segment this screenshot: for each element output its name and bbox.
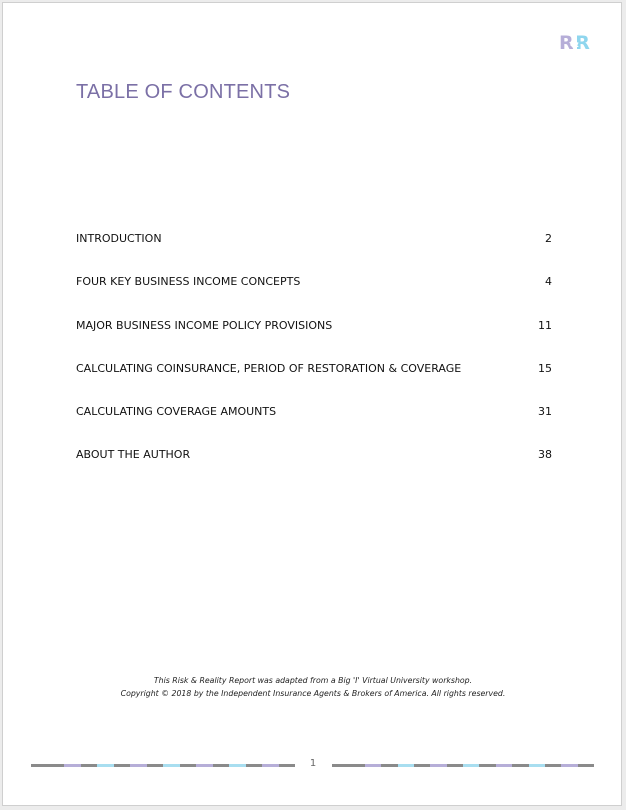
footer-bar-segment — [381, 764, 397, 767]
toc-entry-page: 11 — [538, 318, 552, 332]
footer-bar-segment — [279, 764, 296, 767]
footer-bar-segment — [463, 764, 479, 767]
toc-entry[interactable] — [76, 319, 552, 362]
toc-entry-label: ABOUT THE AUTHOR — [76, 448, 191, 462]
toc-entry-page: 4 — [545, 275, 552, 289]
footer-bar-segment — [262, 764, 279, 767]
toc-entry-page: 2 — [545, 232, 552, 245]
footer-bar-segment — [561, 764, 577, 767]
footer-bar-segment — [578, 764, 594, 767]
footer-bar-segment — [114, 764, 131, 767]
footer-bar-segment — [414, 764, 430, 767]
toc-entry-label: FOUR KEY BUSINESS INCOME CONCEPTS — [76, 275, 301, 289]
toc-entry-label: CALCULATING COVERAGE AMOUNTS — [76, 405, 277, 419]
footer-bar-segment — [348, 764, 364, 767]
logo-letter-left: R — [559, 32, 570, 54]
toc-entry[interactable] — [76, 275, 552, 318]
footer-bar-segment — [196, 764, 213, 767]
rr-logo — [559, 31, 595, 55]
footer-bar-segment — [365, 764, 381, 767]
footer-bar-segment — [97, 764, 114, 767]
footer-bar-segment — [447, 764, 463, 767]
footer-bar-segment — [496, 764, 512, 767]
logo-letter-right: R — [575, 32, 586, 54]
footer-bar-segment — [81, 764, 98, 767]
page-number: 1 — [309, 758, 317, 769]
footer-bar-segment — [130, 764, 147, 767]
footer-bar-segment — [398, 764, 414, 767]
footer-bar-segment — [163, 764, 180, 767]
footer-bar-left — [31, 764, 295, 767]
footer-bar-segment — [545, 764, 561, 767]
footer-line-copyright: Copyright © 2018 by the Independent Insurance Agents & Brokers of America. All rights reserved. — [120, 689, 506, 698]
toc-entry-label: MAJOR BUSINESS INCOME POLICY PROVISIONS — [76, 318, 333, 332]
footer-bar-segment — [48, 764, 65, 767]
logo-ampersand: & — [569, 37, 576, 50]
toc-entry[interactable] — [76, 448, 552, 491]
footer-bar-segment — [246, 764, 263, 767]
footer-note — [3, 674, 623, 700]
footer-bar-segment — [213, 764, 230, 767]
footer-bar-segment — [147, 764, 164, 767]
footer-bar-segment — [180, 764, 197, 767]
page-title: TABLE OF CONTENTS — [76, 81, 291, 103]
toc-entry-page: 15 — [538, 361, 552, 375]
footer-bar-segment — [479, 764, 495, 767]
footer-bar-segment — [64, 764, 81, 767]
footer-bar-segment — [512, 764, 528, 767]
toc-entry[interactable] — [76, 405, 552, 448]
footer-line-adapted: This Risk & Reality Report was adapted from a Big 'I' Virtual University workshop. — [153, 676, 473, 685]
footer-bar-segment — [529, 764, 545, 767]
toc-entry-page: 31 — [538, 405, 552, 419]
toc-entry-page: 38 — [538, 448, 552, 462]
footer-bar-segment — [430, 764, 446, 767]
footer-bar-segment — [332, 764, 348, 767]
toc-entry[interactable] — [76, 362, 552, 405]
document-page — [2, 2, 622, 806]
toc-entry-label: CALCULATING COINSURANCE, PERIOD OF RESTORATION & COVERAGE — [76, 361, 462, 375]
footer-bar-right — [332, 764, 594, 767]
table-of-contents — [76, 232, 552, 492]
footer-bar-segment — [31, 764, 48, 767]
footer-bar-segment — [229, 764, 246, 767]
toc-entry-label: INTRODUCTION — [76, 232, 162, 245]
toc-entry[interactable] — [76, 232, 552, 275]
